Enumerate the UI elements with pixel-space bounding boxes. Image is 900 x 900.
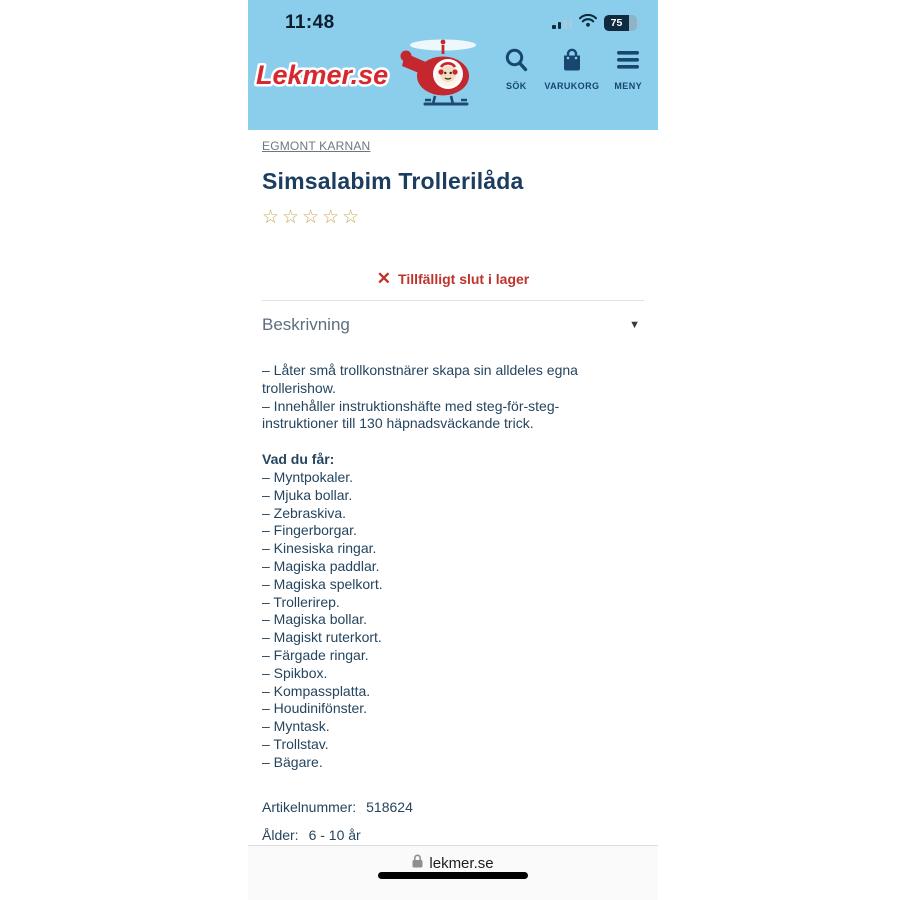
list-item: – Färgade ringar. <box>262 646 369 663</box>
list-item: – Mjuka bollar. <box>262 486 353 503</box>
list-item: – Kompassplatta. <box>262 682 371 699</box>
search-button[interactable] <box>503 47 529 91</box>
age-value: 6 - 10 år <box>308 826 361 843</box>
list-item: – Bägare. <box>262 753 323 770</box>
description-paragraphs <box>262 362 634 433</box>
list-heading: Vad du får: <box>262 451 335 468</box>
url-text: lekmer.se <box>429 855 494 872</box>
browser-bottom-bar <box>248 845 658 900</box>
battery-icon <box>604 15 640 31</box>
cart-button[interactable] <box>544 47 599 91</box>
search-label: SÖK <box>505 81 527 91</box>
logo-text: Lekmer.se <box>256 60 389 90</box>
list-item: – Magiskt ruterkort. <box>262 629 382 646</box>
lekmer-logo-text <box>254 46 409 98</box>
list-item: – Myntpokaler. <box>262 468 354 485</box>
age-row <box>262 827 644 843</box>
list-item: – Trollstav. <box>262 735 329 752</box>
clock-time: 11:48 <box>285 12 335 33</box>
hamburger-menu-icon <box>615 47 641 78</box>
site-logo[interactable] <box>254 36 481 108</box>
age-label: Ålder: <box>262 826 299 843</box>
list-item: – Magiska bollar. <box>262 611 368 628</box>
contents-list <box>262 469 644 772</box>
list-item: – Spikbox. <box>262 664 328 681</box>
header-main-row <box>248 34 658 108</box>
article-number-label: Artikelnummer: <box>262 798 357 815</box>
stock-status-text: Tillfälligt slut i lager <box>398 270 530 287</box>
address-bar[interactable] <box>248 854 658 873</box>
list-item: – Trollerirep. <box>262 593 340 610</box>
lock-icon <box>412 854 423 873</box>
list-item: – Kinesiska ringar. <box>262 540 377 557</box>
product-page <box>248 130 658 843</box>
header-nav <box>503 47 642 97</box>
home-indicator[interactable] <box>378 872 528 879</box>
menu-button[interactable] <box>614 47 642 91</box>
product-title: Simsalabim Trollerilåda <box>262 168 524 194</box>
list-item: – Zebraskiva. <box>262 504 347 521</box>
out-of-stock-x-icon: ✕ <box>376 269 392 288</box>
app-header <box>248 0 658 130</box>
menu-label: MENY <box>614 81 642 91</box>
brand-link[interactable]: EGMONT KARNAN <box>262 139 371 153</box>
status-bar <box>248 0 658 34</box>
description-heading: Beskrivning <box>262 315 350 334</box>
list-item: – Myntask. <box>262 718 330 735</box>
wifi-icon <box>579 14 597 32</box>
list-item: – Magiska spelkort. <box>262 575 383 592</box>
cellular-signal-icon <box>552 18 572 29</box>
shopping-bag-icon <box>559 47 585 78</box>
description-paragraph: – Innehåller instruktionshäfte med steg-för-steg-instruktioner till 130 häpnadsväckande trick. <box>262 397 560 432</box>
phone-screen <box>248 0 658 900</box>
status-icons <box>552 14 640 32</box>
cart-label: VARUKORG <box>544 81 600 91</box>
list-item: – Houdinifönster. <box>262 700 368 717</box>
list-item: – Fingerborgar. <box>262 522 357 539</box>
helicopter-monkey-icon <box>397 36 481 108</box>
battery-percent: 75 <box>604 15 629 31</box>
rating-stars: ☆☆☆☆☆ <box>262 207 363 228</box>
chevron-down-icon: ▼ <box>629 319 640 331</box>
description-paragraph: – Låter små trollkonstnärer skapa sin alldeles egna trollerishow. <box>262 362 578 396</box>
description-accordion-header[interactable] <box>262 301 644 335</box>
article-number-value: 518624 <box>366 798 413 815</box>
search-icon <box>503 47 529 78</box>
list-item: – Magiska paddlar. <box>262 557 380 574</box>
article-number-row <box>262 799 644 815</box>
stock-status <box>262 270 644 287</box>
